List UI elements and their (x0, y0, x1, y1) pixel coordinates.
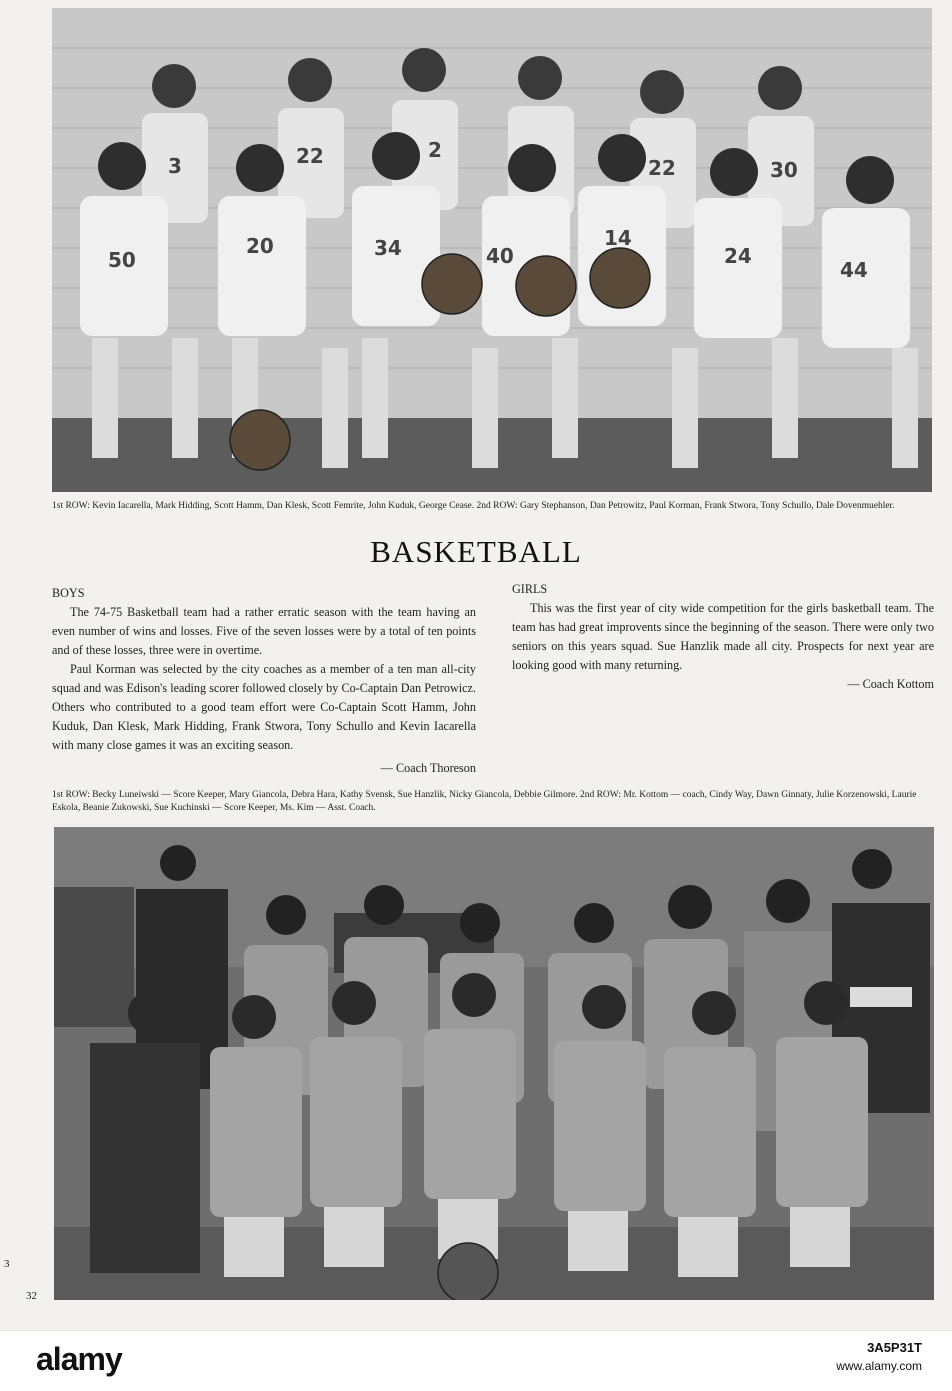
girls-team-photo-image (54, 827, 934, 1300)
page-number: 32 (26, 1290, 37, 1302)
image-id-block (836, 1339, 922, 1375)
boys-team-photo (52, 8, 932, 492)
boys-article (52, 584, 476, 778)
site-url: www.alamy.com (836, 1359, 922, 1373)
jersey-number: 2 (428, 138, 442, 162)
girls-article (512, 580, 934, 694)
page-title: BASKETBALL (370, 534, 582, 569)
jersey-number: 22 (296, 144, 324, 168)
boys-heading: BOYS (52, 586, 85, 600)
boys-coach-signature: — Coach Thoreson (380, 761, 476, 775)
girls-coach-signature: — Coach Kottom (847, 677, 934, 691)
jersey-number: 14 (604, 226, 632, 250)
boys-jersey-numbers (52, 8, 932, 492)
image-id: 3A5P31T (867, 1340, 922, 1355)
jersey-number: 20 (246, 234, 274, 258)
jersey-number: 3 (168, 154, 182, 178)
jersey-number: 30 (770, 158, 798, 182)
girls-heading: GIRLS (512, 582, 548, 596)
watermark-footer (0, 1330, 952, 1391)
jersey-number: 50 (108, 248, 136, 272)
jersey-number: 22 (648, 156, 676, 180)
brand-logo: alamy (36, 1341, 122, 1377)
jersey-number: 24 (724, 244, 752, 268)
jersey-number: 34 (374, 236, 402, 260)
jersey-number: 44 (840, 258, 868, 282)
girls-photo-caption: 1st ROW: Becky Luneiwski — Score Keeper, Mary Giancola, Debra Hara, Kathy Svensk, Sue Hanzlik, Nicky Giancola, Debbie Gilmore. 2nd ROW: Mr. Kottom — coach, Cindy Way, Dawn Ginnaty, Julie Korzenowski, Laurie Eskola, Beanie Zukowski, Sue Kuchinski — Score Keeper, Ms. Kim — Asst. Coach. (52, 790, 917, 813)
boys-photo-caption: 1st ROW: Kevin Iacarella, Mark Hidding, Scott Hamm, Dan Klesk, Scott Femrite, John Kuduk, George Cease. 2nd ROW: Gary Stephanson, Dan Petrowitz, Paul Korman, Frank Stwora, Tony Schullo, Dale Dovenmuehler. (52, 501, 895, 511)
girls-paragraph-1: This was the first year of city wide competition for the girls basketball team. The team has had great improvents since the beginning of the season. There were only two seniors on this years squad. Sue Hanzlik made all city. Prospects for next year are looking good with many returning. (512, 601, 934, 672)
boys-paragraph-2: Paul Korman was selected by the city coaches as a member of a ten man all-city squad and was Edison's leading scorer followed closely by Co-Captain Dan Petrowicz. Others who contributed to a good team effort were Co-Captain Scott Hamm, John Kuduk, Dan Klesk, Mark Hidding, Frank Stwora, Tony Schullo and Kevin Iacarella with many close games it was an exciting season. (52, 662, 476, 752)
margin-mark: 3 (4, 1258, 10, 1270)
girls-team-photo (54, 827, 934, 1300)
jersey-number: 40 (486, 244, 514, 268)
boys-paragraph-1: The 74-75 Basketball team had a rather erratic season with the team having an even number of wins and losses. Five of the seven losses were by a total of ten points and of these losses, three were in overtime. (52, 605, 476, 657)
